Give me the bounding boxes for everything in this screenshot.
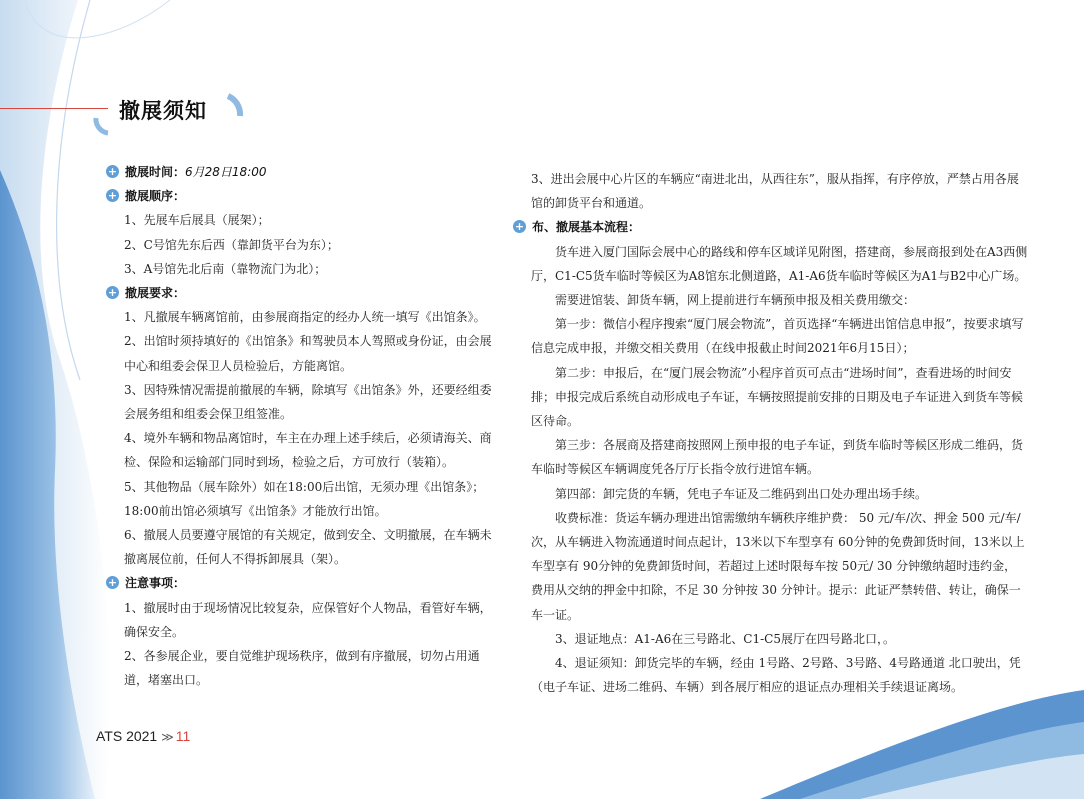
right-column bbox=[513, 167, 1028, 699]
plus-circle-icon: + bbox=[107, 189, 118, 203]
title-arc bbox=[228, 96, 240, 116]
requirements-heading: + 撤展要求： bbox=[107, 286, 186, 301]
list-item: 3、因特殊情况需提前撤展的车辆，除填写《出馆条》外，还要经组委会展务组和组委会保卫组签准。 bbox=[124, 382, 492, 422]
page-footer bbox=[96, 728, 190, 744]
list-item: 3、进出会展中心片区的车辆应“南进北出，从西往东”，服从指挥，有序停放，严禁占用各展馆的卸货平台和通道。 bbox=[531, 172, 1019, 211]
page-number: 11 bbox=[175, 728, 191, 744]
list-item: 5、其他物品（展车除外）如在18:00后出馆，无须办理《出馆条》；18:00前出馆必须填写《出馆条》才能放行出馆。 bbox=[124, 479, 485, 518]
time-heading bbox=[106, 160, 498, 184]
paragraph: 需要进馆装、卸货车辆，网上提前进行车辆预申报及相关费用缴交： bbox=[555, 293, 916, 308]
list-item: 3、A号馆先北后南（靠物流门为北）； bbox=[124, 261, 327, 276]
list-item: 2、各参展企业，要自觉维护现场秩序，做到有序撤展，切勿占用通道，堵塞出口。 bbox=[124, 649, 480, 688]
title-arc-small bbox=[96, 118, 108, 133]
plus-circle-icon: + bbox=[514, 220, 525, 234]
list-item: 1、凡撤展车辆离馆前，由参展商指定的经办人统一填写《出馆条》。 bbox=[124, 310, 486, 325]
double-chevron-icon: ≫ bbox=[161, 730, 174, 744]
title-rule bbox=[0, 108, 108, 109]
notes-heading: + 注意事项： bbox=[107, 576, 186, 591]
paragraph: 第一步：微信小程序搜索“厦门展会物流”，首页选择“车辆进出馆信息申报”，按要求填写信息完成申报，并缴交相关费用（在线申报截止时间2021年6月15日）； bbox=[531, 317, 1024, 356]
list-item: 6、撤展人员要遵守展馆的有关规定，做到安全、文明撤展，在车辆未撤离展位前，任何人不得拆卸展具（架）。 bbox=[124, 528, 492, 567]
list-item: 1、先展车后展具（展架）； bbox=[124, 213, 270, 228]
flow-heading: + 布、撤展基本流程： bbox=[514, 220, 641, 235]
paragraph: 收费标准：货运车辆办理进出馆需缴纳车辆秩序维护费： 50 元/车/次、押金 500 元/车/次，从车辆进入物流通道时间点起计，13米以下车型享有 60分钟的免费卸货时间，13米以上车型享有 90分钟的免费卸货时间，若超过上述时限每车按 50元/ 30 分钟缴纳超时违约金，费用从交纳的押金中扣除，不足 30 分钟按 30 分钟计。提示：此证严禁转借、转让，确保一车一证。 bbox=[531, 510, 1025, 622]
order-heading: + 撤展顺序： bbox=[107, 189, 186, 204]
page-title: 撤展须知 bbox=[119, 99, 207, 123]
paragraph: 4、退证须知：卸货完毕的车辆，经由 1号路、2号路、3号路、4号路通道 北口驶出，凭（电子车证、进场二维码、车辆）到各展厅相应的退证点办理相关手续退证离场。 bbox=[531, 656, 1021, 695]
paragraph: 第四部：卸完货的车辆，凭电子车证及二维码到出口处办理出场手续。 bbox=[555, 486, 928, 501]
left-column bbox=[106, 160, 498, 692]
plus-circle-icon: + bbox=[107, 165, 118, 178]
paragraph: 货车进入厦门国际会展中心的路线和停车区域详见附图，搭建商，参展商报到处在A3西侧厅，C1-C5货车临时等候区为A8馆东北侧道路，A1-A6货车临时等候区为A1与B2中心广场。 bbox=[531, 244, 1028, 283]
footer-brand: ATS 2021 bbox=[96, 728, 158, 744]
list-item: 4、境外车辆和物品离馆时，车主在办理上述手续后，必须请海关、商检、保险和运输部门同时到场，检验之后，方可放行（装箱）。 bbox=[124, 431, 492, 470]
paragraph: 第二步：申报后，在“厦门展会物流”小程序首页可点击“进场时间”，查看进场的时间安排；申报完成后系统自动形成电子车证，车辆按照提前安排的日期及电子车证进入到货车等候区待命。 bbox=[531, 365, 1024, 429]
time-label: 撤展时间： bbox=[125, 165, 186, 179]
plus-circle-icon: + bbox=[107, 576, 118, 590]
list-item: 1、撤展时由于现场情况比较复杂，应保管好个人物品，看管好车辆，确保安全。 bbox=[124, 600, 492, 639]
paragraph: 3、退证地点：A1-A6在三号路北、C1-C5展厅在四号路北口，。 bbox=[555, 631, 895, 646]
paragraph: 第三步：各展商及搭建商按照网上预申报的电子车证，到货车临时等候区形成二维码，货车临时等候区车辆调度凭各厅厅长指令放行进馆车辆。 bbox=[531, 438, 1024, 477]
list-item: 2、出馆时须持填好的《出馆条》和驾驶员本人驾照或身份证，由会展中心和组委会保卫人员检验后，方能离馆。 bbox=[124, 334, 492, 373]
time-value: 6月28日18:00 bbox=[185, 165, 267, 179]
list-item: 2、C号馆先东后西（靠卸货平台为东）； bbox=[124, 237, 339, 252]
plus-circle-icon: + bbox=[107, 286, 118, 300]
